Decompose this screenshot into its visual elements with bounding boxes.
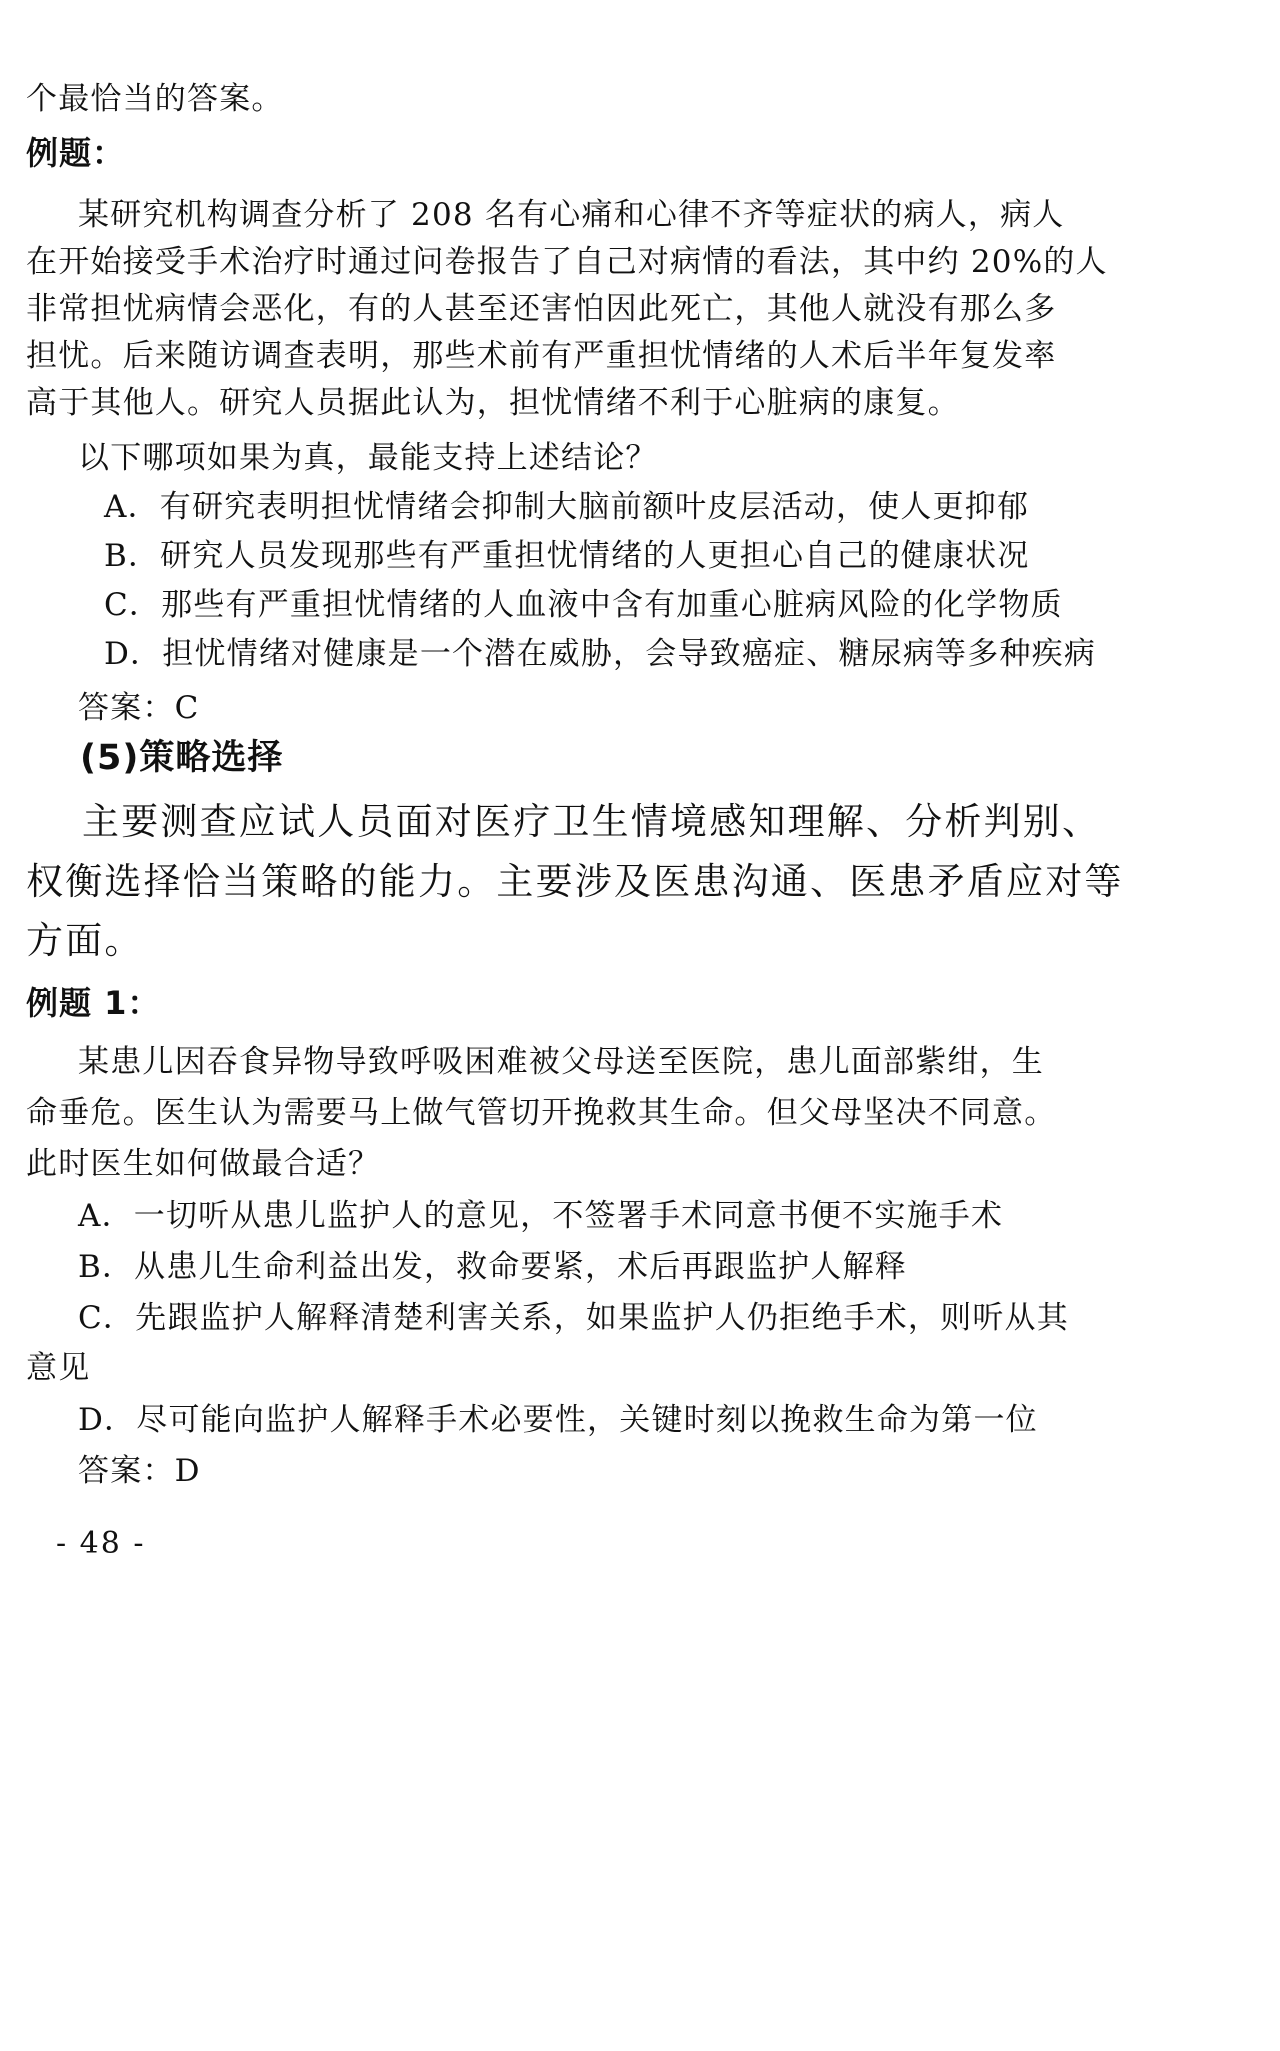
section-description-line: 主要测查应试人员面对医疗卫生情境感知理解、分析判别、	[82, 800, 1102, 843]
option-b: B．研究人员发现那些有严重担忧情绪的人更担心自己的健康状况	[104, 538, 1030, 574]
option-c: C．先跟监护人解释清楚利害关系，如果监护人仍拒绝手术，则听从其	[78, 1300, 1069, 1336]
passage-line: 担忧。后来随访调查表明，那些术前有严重担忧情绪的人术后半年复发率	[26, 338, 1057, 374]
option-c-continuation: 意见	[26, 1350, 91, 1386]
passage-line: 某患儿因吞食异物导致呼吸困难被父母送至医院，患儿面部紫绀，生	[78, 1044, 1044, 1080]
question-text: 以下哪项如果为真，最能支持上述结论？	[78, 440, 658, 476]
passage-line: 命垂危。医生认为需要马上做气管切开挽救其生命。但父母坚决不同意。	[26, 1095, 1057, 1131]
option-a: A．有研究表明担忧情绪会抑制大脑前额叶皮层活动，使人更抑郁	[104, 489, 1030, 525]
option-d: D．尽可能向监护人解释手术必要性，关键时刻以挽救生命为第一位	[78, 1402, 1038, 1438]
option-d: D．担忧情绪对健康是一个潜在威胁，会导致癌症、糖尿病等多种疾病	[104, 636, 1097, 672]
option-a: A．一切听从患儿监护人的意见，不签署手术同意书便不实施手术	[78, 1198, 1004, 1234]
section-description-line: 权衡选择恰当策略的能力。主要涉及医患沟通、医患矛盾应对等	[26, 860, 1124, 903]
example-heading: 例题 1：	[26, 984, 161, 1022]
passage-line: 高于其他人。研究人员据此认为，担忧情绪不利于心脏病的康复。	[26, 385, 960, 421]
option-c: C．那些有严重担忧情绪的人血液中含有加重心脏病风险的化学物质	[104, 587, 1063, 623]
passage-line: 某研究机构调查分析了 208 名有心痛和心律不齐等症状的病人，病人	[78, 197, 1065, 233]
page-number: - 48 -	[56, 1526, 146, 1561]
passage-line: 非常担忧病情会恶化，有的人甚至还害怕因此死亡，其他人就没有那么多	[26, 291, 1057, 327]
answer-text: 答案：D	[78, 1453, 201, 1489]
example-heading: 例题：	[26, 134, 126, 172]
section-title: (5)策略选择	[80, 738, 284, 778]
option-b: B．从患儿生命利益出发，救命要紧，术后再跟监护人解释	[78, 1249, 907, 1285]
section-description-line: 方面。	[26, 919, 144, 962]
answer-text: 答案：C	[78, 690, 200, 726]
passage-line: 在开始接受手术治疗时通过问卷报告了自己对病情的看法，其中约 20%的人	[26, 244, 1108, 280]
passage-line: 此时医生如何做最合适？	[26, 1146, 381, 1182]
continuation-text: 个最恰当的答案。	[26, 81, 284, 117]
